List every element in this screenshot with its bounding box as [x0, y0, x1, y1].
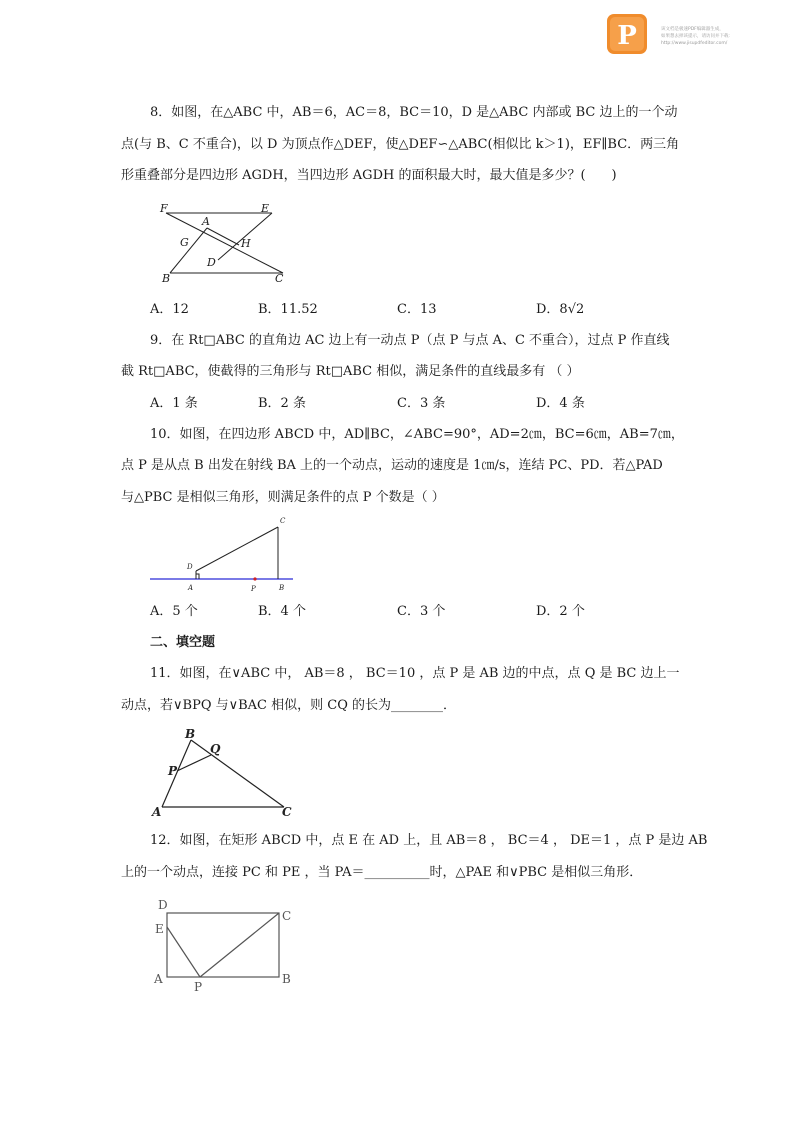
label-B: B — [282, 972, 291, 986]
q9-option-d[interactable]: D．4 条 — [536, 396, 585, 411]
q9-text-line2: 截 Rt□ABC，使截得的三角形与 Rt□ABC 相似，满足条件的直线最多有 （ ） — [121, 364, 580, 379]
q9-option-c[interactable]: C．3 条 — [397, 396, 446, 411]
q11-text-line2: 动点，若∨BPQ 与∨BAC 相似，则 CQ 的长为________． — [121, 698, 457, 713]
edge-AB — [170, 228, 207, 273]
q8-option-b[interactable]: B．11.52 — [258, 302, 318, 317]
label-F: F — [160, 202, 168, 215]
q12-text-line2: 上的一个动点，连接 PC 和 PE ，当 PA＝__________时，△PAE 和∨PBC 是相似三角形． — [121, 865, 643, 880]
q10-text-line1: 10．如图，在四边形 ABCD 中，AD∥BC，∠ABC=90°，AD=2㎝，BC=6㎝，AB=7㎝， — [150, 427, 684, 442]
label-A: A — [152, 805, 162, 819]
label-A: A — [188, 584, 194, 592]
label-B: B — [279, 584, 285, 592]
q8-figure — [155, 200, 290, 285]
watermark-line: http://www.jisupdfeditor.com/ — [661, 41, 728, 46]
label-B: B — [185, 727, 196, 741]
rectangle-ABCD — [167, 913, 279, 977]
label-H: H — [241, 237, 251, 250]
q12-text-line1: 12．如图，在矩形 ABCD 中，点 E 在 AD 上，且 AB＝8 ， BC＝4 ， DE＝1 ，点 P 是边 AB — [150, 833, 708, 848]
watermark-line: 该文档是极速PDF编辑器生成， — [661, 27, 724, 32]
q10-option-a[interactable]: A．5 个 — [150, 604, 198, 619]
segment-EP — [167, 927, 200, 977]
q11-text-line1: 11．如图，在∨ABC 中， AB＝8 ， BC＝10 ，点 P 是 AB 边的中点，点 Q 是 BC 边上一 — [150, 666, 680, 681]
label-B: B — [162, 272, 171, 285]
label-G: G — [180, 236, 189, 249]
label-Q: Q — [210, 742, 221, 756]
label-C: C — [282, 805, 292, 819]
watermark-text — [661, 26, 733, 47]
point-P — [253, 577, 256, 580]
q8-text-line3: 形重叠部分是四边形 AGDH，当四边形 AGDH 的面积最大时，最大值是多少？( ) — [121, 168, 617, 183]
q10-figure — [145, 513, 305, 595]
edge-BC — [191, 740, 284, 807]
label-D: D — [187, 563, 193, 571]
label-D: D — [158, 898, 168, 912]
label-A: A — [154, 972, 163, 986]
label-C: C — [280, 517, 286, 525]
label-D: D — [207, 256, 216, 269]
q8-option-c[interactable]: C．13 — [397, 302, 437, 317]
label-C: C — [282, 909, 292, 923]
pdf-editor-logo — [607, 14, 647, 54]
q11-figure — [148, 724, 298, 819]
q8-option-d[interactable]: D．8√2 — [536, 302, 585, 317]
logo-letter: P — [617, 21, 637, 51]
q10-text-line3: 与△PBC 是相似三角形，则满足条件的点 P 个数是（ ） — [121, 490, 445, 505]
label-A: A — [202, 215, 210, 228]
q9-option-b[interactable]: B．2 条 — [258, 396, 306, 411]
section-fill-in-title: 二、填空题 — [150, 635, 216, 650]
segment-PQ — [177, 755, 211, 771]
q9-text-line1: 9．在 Rt□ABC 的直角边 AC 边上有一动点 P（点 P 与点 A、C 不重合），过点 P 作直线 — [150, 333, 670, 348]
watermark-line: 如果想去掉该提示，请访问并下载： — [661, 34, 733, 39]
q8-text-line2: 点(与 B、C 不重合)，以 D 为顶点作△DEF，使△DEF∽△ABC(相似比 k＞1)，EF∥BC．两三角 — [121, 137, 680, 152]
q12-figure — [150, 895, 300, 995]
label-E: E — [261, 202, 270, 215]
q10-option-d[interactable]: D．2 个 — [536, 604, 585, 619]
q10-option-b[interactable]: B．4 个 — [258, 604, 306, 619]
q9-option-a[interactable]: A．1 条 — [150, 396, 198, 411]
q8-text-line1: 8．如图，在△ABC 中，AB＝6，AC＝8，BC＝10，D 是△ABC 内部或 BC 边上的一个动 — [150, 105, 678, 120]
q10-option-c[interactable]: C．3 个 — [397, 604, 446, 619]
q10-text-line2: 点 P 是从点 B 出发在射线 BA 上的一个动点，运动的速度是 1㎝/s，连结 PC、PD．若△PAD — [121, 458, 663, 473]
edge-DC — [196, 527, 278, 571]
label-P: P — [168, 764, 178, 778]
label-P: P — [251, 585, 256, 593]
segment-PC — [200, 913, 279, 977]
label-E: E — [155, 922, 164, 936]
label-C: C — [275, 272, 284, 285]
label-P: P — [194, 980, 203, 994]
q8-option-a[interactable]: A．12 — [150, 302, 189, 317]
